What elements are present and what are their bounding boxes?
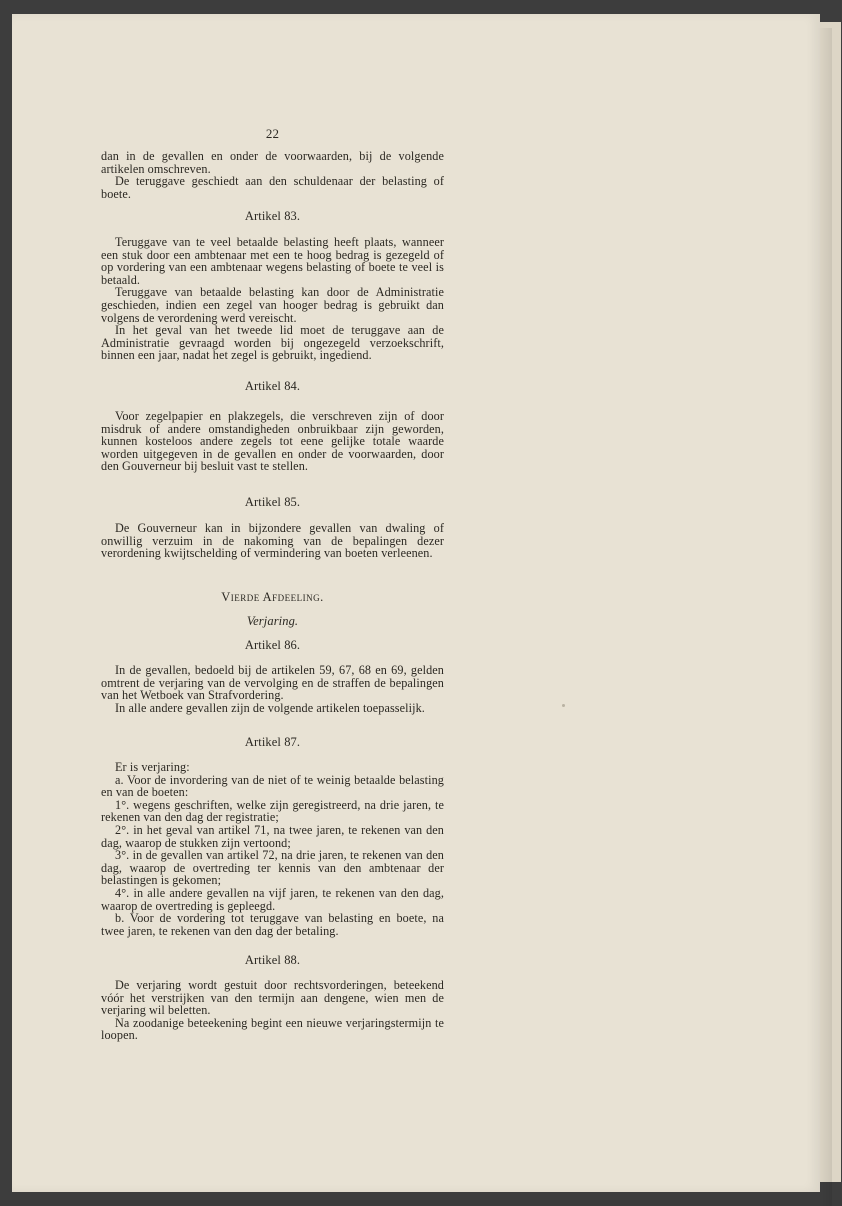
article-83-paragraph-3: In het geval van het tweede lid moet de teruggave aan de Administratie gevraagd worden bij ongezegeld verzoekschrift, binnen een jaar, nadat het zegel is gebruikt, ingediend. [101,323,444,363]
article-88-paragraph-2: Na zoodanige beteekening begint een nieuwe verjaringstermijn te loopen. [101,1015,444,1043]
section-subtitle: Verjaring. [246,614,299,628]
intro-paragraph-1: dan in de gevallen en onder de voorwaarden, bij de volgende artikelen omschreven. [101,149,444,176]
article-87-paragraph-5: 3°. in de gevallen van artikel 72, na drie jaren, te rekenen van den dag, waarop de overtreding ter kennis van den ambtenaar der belastingen is gekomen; [101,848,444,888]
article-87-paragraph-3: 1°. wegens geschriften, welke zijn geregistreerd, na drie jaren, te rekenen van den dag der registratie; [101,797,444,825]
article-84-body [101,410,444,473]
article-83-paragraph-2: Teruggave van betaalde belasting kan door de Administratie geschieden, indien een zegel van hooger bedrag is gebruikt dan volgens de verordening werd vereischt. [101,285,444,325]
article-85-body [101,522,444,560]
article-84-paragraph-1: Voor zegelpapier en plakzegels, die verschreven zijn of door misdruk of andere omstandigheden onbruikbaar zijn geworden, kunnen kosteloos andere zegels tot eene gelijke totale waarde worden uitgegeven in de gevallen en onder de voorwaarden, door den Gouverneur bij besluit vast te stellen. [101,409,444,474]
article-87-body [101,761,444,937]
article-87-paragraph-2: a. Voor de invordering van de niet of te weinig betaalde belasting en van de boeten: [101,772,444,800]
article-86-paragraph-2: In alle andere gevallen zijn de volgende artikelen toepasselijk. [115,700,425,715]
article-83-heading: Artikel 83. [244,209,301,223]
article-86-paragraph-1: In de gevallen, bedoeld bij de artikelen 59, 67, 68 en 69, gelden omtrent de verjaring van de vervolging en de straffen de bepalingen van het Wetboek van Strafvordering. [101,663,444,703]
article-86-heading: Artikel 86. [244,638,301,652]
section-title: Vierde Afdeeling. [221,590,324,604]
intro-text [101,150,444,200]
article-87-paragraph-4: 2°. in het geval van artikel 71, na twee jaren, te rekenen van den dag, waarop de stukken zijn vertoond; [101,822,444,850]
article-87-paragraph-1: Er is verjaring: [115,760,190,774]
article-83-paragraph-1: Teruggave van te veel betaalde belasting heeft plaats, wanneer een stuk door een ambtenaar met een te hoog bedrag is gezegeld of op vordering van een ambtenaar wegens belasting of boete te veel is betaald. [101,235,444,287]
article-83-body [101,236,444,362]
article-88-body [101,979,444,1042]
document-page [12,14,820,1192]
article-87-heading: Artikel 87. [244,735,301,749]
article-85-paragraph-1: De Gouverneur kan in bijzondere gevallen van dwaling of onwillig verzuim in de nakoming van de bepalingen dezer verordening kwijtschelding of vermindering van boeten verleenen. [101,521,444,561]
intro-paragraph-2: De teruggave geschiedt aan den schuldenaar der belasting of boete. [101,174,444,201]
article-85-heading: Artikel 85. [244,495,301,509]
page-fold-shadow [818,28,832,1206]
article-84-heading: Artikel 84. [244,379,301,393]
article-86-body [101,664,444,714]
page-number: 22 [265,126,280,141]
article-88-paragraph-1: De verjaring wordt gestuit door rechtsvorderingen, beteekend vóór het verstrijken van den termijn aan dengene, wien men de verjaring wil beletten. [101,978,444,1018]
article-87-paragraph-7: b. Voor de vordering tot teruggave van belasting en boete, na twee jaren, te rekenen van den dag der betaling. [101,911,444,938]
article-87-paragraph-6: 4°. in alle andere gevallen na vijf jaren, te rekenen van den dag, waarop de overtreding is gepleegd. [101,885,444,913]
paper-speck [562,704,565,707]
article-88-heading: Artikel 88. [244,953,301,967]
